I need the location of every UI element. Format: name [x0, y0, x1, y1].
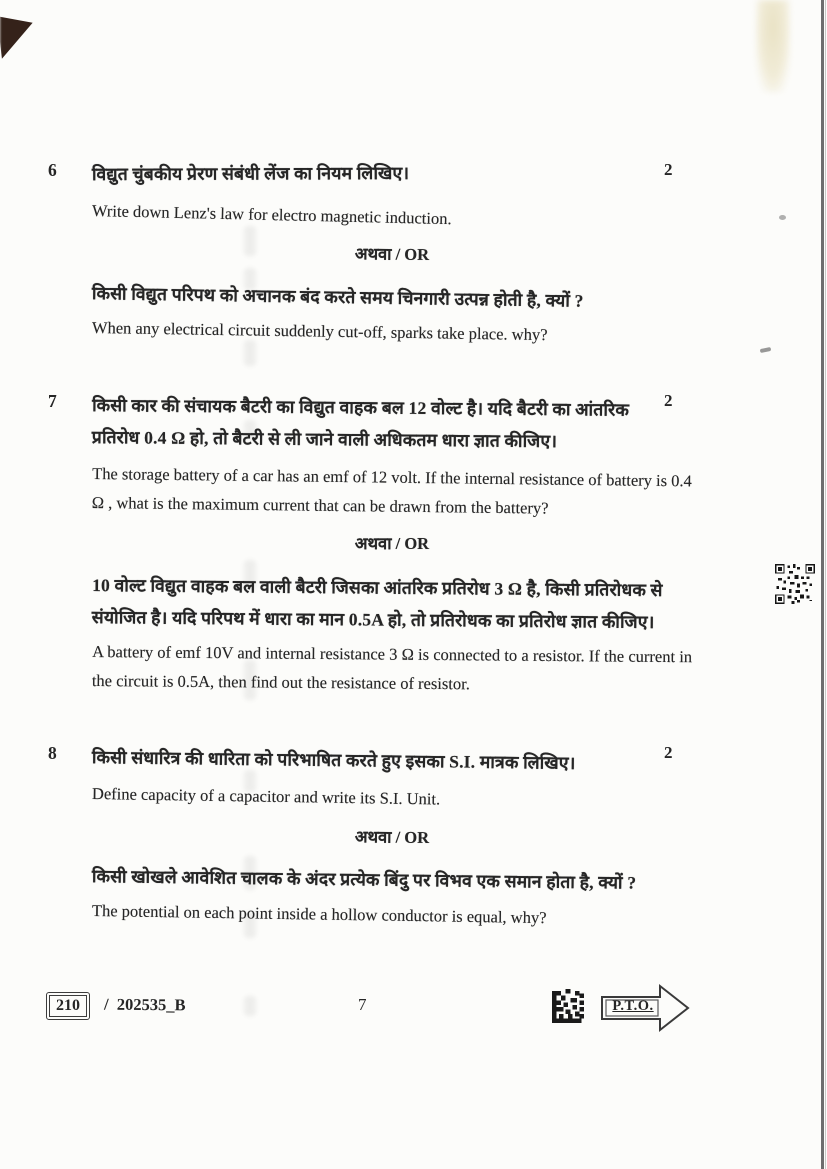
question-6 — [48, 158, 692, 345]
question-number: 8 — [48, 743, 57, 763]
alt-question-english: The potential on each point inside a hollow conductor is equal, why? — [91, 901, 547, 928]
booklet-number: 210 — [49, 995, 87, 1017]
question-text-english: Define capacity of a capacitor and write its S.I. Unit. — [91, 784, 441, 809]
pto-label: P.T.O. — [612, 998, 654, 1014]
corner-fold-artifact — [0, 6, 96, 66]
paper-code — [104, 995, 186, 1016]
question-marks: 2 — [664, 391, 673, 410]
page-footer — [0, 986, 827, 1046]
question-text-hindi: किसी संधारित्र की धारिता को परिभाषित करते हुए इसका S.I. मात्रक लिखिए। — [91, 747, 576, 773]
questions-area — [48, 0, 693, 928]
question-text-hindi: विद्युत चुंबकीय प्रेरण संबंधी लेंज का नियम लिखिए। — [91, 162, 410, 184]
paper-code-value: 202535_B — [116, 994, 186, 1015]
question-8 — [48, 741, 692, 928]
booklet-number-box — [46, 992, 90, 1020]
stain-artifact — [756, 0, 790, 92]
alt-question-hindi: किसी विद्युत परिपथ को अचानक बंद करते समय चिनगारी उत्पन्न होती है, क्यों ? — [91, 283, 584, 311]
or-divider: अथवा / OR — [354, 244, 430, 264]
question-marks: 2 — [664, 743, 673, 762]
speck-artifact — [760, 347, 772, 353]
question-marks: 2 — [664, 160, 673, 179]
alt-question-hindi: किसी खोखले आवेशित चालक के अंदर प्रत्येक बिंदु पर विभव एक समान होता है, क्यों ? — [91, 866, 637, 893]
or-divider: अथवा / OR — [354, 827, 430, 847]
footer-separator: / — [103, 994, 109, 1014]
qr-code — [775, 563, 815, 610]
question-text-english: Write down Lenz's law for electro magnetic induction. — [91, 201, 452, 229]
barcode — [552, 988, 584, 1029]
question-text-english: The storage battery of a car has an emf of 12 volt. If the internal resistance of battery is 0.4 Ω , what is the maximum current that can be drawn from the battery? — [91, 464, 692, 518]
or-divider: अथवा / OR — [354, 534, 430, 553]
question-text-hindi: किसी कार की संचायक बैटरी का विद्युत वाहक बल 12 वोल्ट है। यदि बैटरी का आंतरिक प्रतिरोध 0.4 Ω हो, तो बैटरी से ली जाने वाली अधिकतम धारा ज्ञात कीजिए। — [91, 395, 630, 452]
alt-question-hindi: 10 वोल्ट विद्युत वाहक बल वाली बैटरी जिसका आंतरिक प्रतिरोध 3 Ω है, किसी प्रतिरोधक से संयोजित है। यदि परिपथ में धारा का मान 0.5A हो, तो प्रतिरोधक का प्रतिरोध ज्ञात कीजिए। — [91, 575, 663, 632]
question-number: 6 — [48, 160, 57, 180]
speck-artifact — [779, 215, 786, 220]
alt-question-english: A battery of emf 10V and internal resistance 3 Ω is connected to a resistor. If the current in the circuit is 0.5A, then find out the resistance of resistor. — [91, 642, 693, 694]
page-number: 7 — [358, 995, 367, 1014]
alt-question-english: When any electrical circuit suddenly cut-off, sparks take place. why? — [91, 318, 548, 345]
question-7 — [48, 389, 693, 695]
pto-arrow — [598, 982, 692, 1034]
question-number: 7 — [48, 391, 57, 411]
